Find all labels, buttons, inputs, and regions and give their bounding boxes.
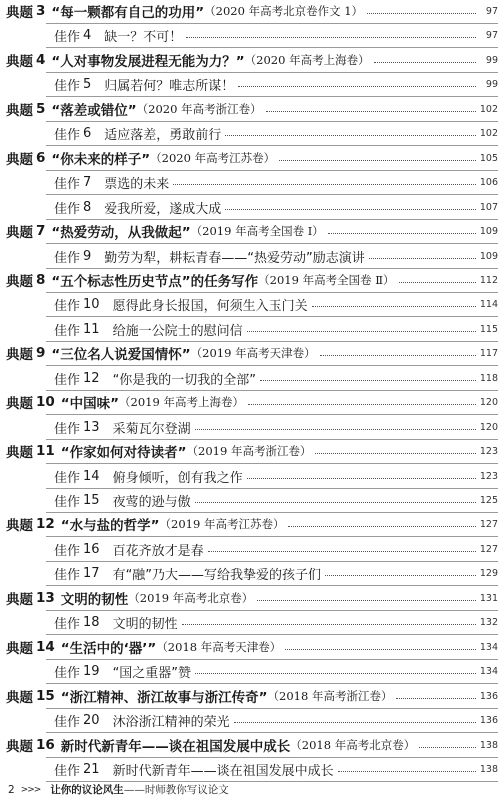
entry-page-number: 125 — [479, 494, 498, 506]
entry-page-number: 105 — [479, 152, 498, 164]
row-divider — [46, 414, 498, 415]
toc-entry-dianti[interactable] — [6, 147, 498, 169]
toc-entry-dianti[interactable] — [6, 685, 498, 707]
entry-number: 12 — [83, 370, 100, 386]
row-divider — [46, 47, 498, 48]
entry-title: “三位名人说爱国情怀” — [51, 347, 191, 363]
row-divider — [46, 316, 498, 317]
toc-entry-jiazuo[interactable] — [54, 538, 498, 560]
entry-number: 5 — [83, 76, 92, 92]
entry-page-number: 115 — [479, 323, 498, 335]
dot-leader — [369, 258, 476, 259]
dot-leader — [367, 13, 476, 14]
entry-kind: 佳作 — [54, 665, 81, 681]
entry-source: （2019 年高考全国卷 Ⅰ） — [190, 224, 324, 238]
entry-kind: 佳作 — [54, 543, 81, 559]
entry-title: 文明的韧性 — [60, 592, 129, 608]
entry-page-number: 138 — [479, 739, 498, 751]
entry-number: 5 — [36, 101, 46, 117]
toc-entry-dianti[interactable] — [6, 342, 498, 364]
dot-leader — [195, 673, 476, 674]
entry-source: （2019 年高考全国卷 Ⅱ） — [258, 273, 395, 287]
entry-page-number: 131 — [479, 592, 498, 604]
toc-entry-dianti[interactable] — [6, 0, 498, 22]
toc-entry-jiazuo[interactable] — [54, 171, 498, 193]
entry-title: “浙江精神、浙江故事与浙江传奇” — [60, 690, 268, 706]
dot-leader — [419, 747, 476, 748]
entry-number: 3 — [36, 3, 46, 19]
entry-number: 4 — [36, 52, 46, 68]
entry-page-number: 136 — [479, 690, 498, 702]
dot-leader — [225, 209, 476, 210]
toc-entry-jiazuo[interactable] — [54, 245, 498, 267]
entry-kind: 典题 — [6, 274, 33, 290]
row-divider — [46, 243, 498, 244]
toc-entry-dianti[interactable] — [6, 49, 498, 71]
entry-kind: 佳作 — [54, 372, 81, 388]
entry-title: 百花齐放才是春 — [112, 543, 204, 559]
dot-leader — [173, 184, 476, 185]
entry-kind: 典题 — [6, 54, 33, 70]
dot-leader — [195, 429, 476, 430]
entry-title: 勤劳为犁，耕耘青春——“热爱劳动”励志演讲 — [104, 250, 365, 266]
entry-kind: 典题 — [6, 518, 33, 534]
entry-title: “每一颗都有自己的功用” — [51, 5, 205, 21]
entry-title: “水与盐的哲学” — [60, 518, 160, 534]
entry-source: （2018 年高考天津卷） — [156, 640, 282, 654]
entry-kind: 佳作 — [54, 201, 81, 217]
entry-title: 采菊瓦尔登湖 — [112, 421, 191, 437]
row-divider — [46, 96, 498, 97]
entry-page-number: 138 — [479, 763, 498, 775]
row-divider — [46, 634, 498, 635]
dot-leader — [374, 62, 476, 63]
footer-page-number: 2 — [8, 783, 15, 796]
entry-kind: 佳作 — [54, 78, 81, 94]
dot-leader — [195, 502, 476, 503]
entry-kind: 佳作 — [54, 567, 81, 583]
entry-title: 适应落差，勇敢前行 — [104, 127, 222, 143]
entry-number: 7 — [83, 174, 92, 190]
entry-title: “人对事物发展进程无能为力？” — [51, 54, 245, 70]
entry-title: 沐浴浙江精神的荣光 — [112, 714, 230, 730]
entry-title: “你未来的样子” — [51, 152, 151, 168]
entry-page-number: 109 — [479, 225, 498, 237]
entry-kind: 佳作 — [54, 127, 81, 143]
entry-number: 15 — [83, 492, 100, 508]
dot-leader — [248, 404, 476, 405]
entry-number: 11 — [36, 443, 55, 459]
entry-kind: 佳作 — [54, 616, 81, 632]
entry-title: “国之重器”赞 — [112, 665, 192, 681]
dot-leader — [328, 233, 476, 234]
entry-number: 7 — [36, 223, 46, 239]
row-divider — [46, 194, 498, 195]
entry-source: （2019 年高考上海卷） — [119, 395, 244, 409]
entry-title: 文明的韧性 — [112, 616, 178, 632]
entry-number: 19 — [83, 663, 100, 679]
entry-kind: 佳作 — [54, 29, 81, 45]
entry-page-number: 123 — [479, 445, 498, 457]
entry-number: 18 — [83, 614, 100, 630]
entry-number: 10 — [83, 296, 100, 312]
dot-leader — [338, 771, 476, 772]
entry-kind: 典题 — [6, 445, 33, 461]
entry-kind: 典题 — [6, 347, 33, 363]
row-divider — [46, 732, 498, 733]
entry-number: 20 — [83, 712, 100, 728]
entry-page-number: 99 — [485, 54, 498, 66]
entry-number: 12 — [36, 516, 55, 532]
footer-chevrons: >>> — [20, 784, 41, 795]
entry-title: 新时代新青年——谈在祖国发展中成长 — [112, 763, 334, 779]
dot-leader — [182, 624, 476, 625]
toc-entry-dianti[interactable] — [6, 98, 498, 120]
entry-source: （2020 年高考上海卷） — [244, 53, 370, 67]
entry-kind: 典题 — [6, 739, 33, 755]
dot-leader — [320, 355, 476, 356]
dot-leader — [257, 600, 476, 601]
entry-page-number: 120 — [479, 396, 498, 408]
entry-page-number: 129 — [479, 567, 498, 579]
entry-number: 6 — [83, 125, 92, 141]
entry-number: 8 — [83, 199, 92, 215]
entry-kind: 典题 — [6, 641, 33, 657]
entry-number: 13 — [36, 590, 55, 606]
entry-title: “热爱劳动，从我做起” — [51, 225, 191, 241]
entry-kind: 佳作 — [54, 763, 81, 779]
dot-leader — [279, 160, 476, 161]
toc-entry-dianti[interactable] — [6, 220, 498, 242]
entry-title: 给施一公院士的慰问信 — [112, 323, 243, 339]
dot-leader — [225, 135, 476, 136]
entry-source: （2019 年高考江苏卷） — [159, 517, 285, 531]
entry-number: 17 — [83, 565, 100, 581]
entry-kind: 典题 — [6, 690, 33, 706]
dot-leader — [208, 551, 476, 552]
entry-number: 16 — [83, 541, 100, 557]
entry-page-number: 97 — [485, 5, 498, 17]
toc-entry-dianti[interactable] — [6, 587, 498, 609]
entry-number: 9 — [36, 345, 46, 361]
entry-title: 票选的未来 — [104, 176, 170, 192]
entry-page-number: 102 — [479, 127, 498, 139]
toc-entry-jiazuo[interactable] — [54, 611, 498, 633]
entry-title: 新时代新青年——谈在祖国发展中成长 — [60, 739, 291, 755]
entry-kind: 佳作 — [54, 176, 81, 192]
entry-kind: 典题 — [6, 225, 33, 241]
entry-source: （2020 年高考浙江卷） — [136, 102, 262, 116]
entry-kind: 佳作 — [54, 298, 81, 314]
dot-leader — [285, 649, 476, 650]
toc-entry-dianti[interactable] — [6, 734, 498, 756]
entry-page-number: 107 — [479, 201, 498, 213]
entry-page-number: 114 — [479, 298, 498, 310]
entry-kind: 佳作 — [54, 470, 81, 486]
toc-entry-jiazuo[interactable] — [54, 367, 498, 389]
entry-source: （2020 年高考北京卷作文 1） — [204, 4, 364, 18]
toc-entry-jiazuo[interactable] — [54, 562, 498, 584]
toc-entry-jiazuo[interactable] — [54, 293, 498, 315]
dot-leader — [399, 282, 476, 283]
entry-kind: 典题 — [6, 592, 33, 608]
entry-source: （2019 年高考北京卷） — [128, 591, 254, 605]
footer-book-title: 让你的议论风生 — [50, 784, 124, 796]
entry-source: （2018 年高考浙江卷） — [267, 689, 393, 703]
entry-number: 4 — [83, 27, 92, 43]
entry-kind: 佳作 — [54, 250, 81, 266]
entry-page-number: 106 — [479, 176, 498, 188]
entry-page-number: 102 — [479, 103, 498, 115]
entry-source: （2020 年高考江苏卷） — [150, 151, 276, 165]
toc-entry-dianti[interactable] — [6, 440, 498, 462]
entry-page-number: 127 — [479, 518, 498, 530]
entry-title: “五个标志性历史节点”的任务写作 — [51, 274, 259, 290]
dot-leader — [315, 453, 475, 454]
entry-page-number: 117 — [479, 347, 498, 359]
toc-entry-dianti[interactable] — [6, 391, 498, 413]
row-divider — [46, 463, 498, 464]
entry-title: “生活中的‘器’” — [60, 641, 157, 657]
entry-number: 9 — [83, 248, 92, 264]
entry-page-number: 134 — [479, 641, 498, 653]
toc-entry-jiazuo[interactable] — [54, 660, 498, 682]
entry-number: 10 — [36, 394, 55, 410]
toc-entry-jiazuo[interactable] — [54, 758, 498, 780]
entry-kind: 佳作 — [54, 323, 81, 339]
entry-source: （2019 年高考浙江卷） — [186, 444, 312, 458]
row-divider — [46, 683, 498, 684]
entry-number: 16 — [36, 737, 55, 753]
entry-number: 13 — [83, 419, 100, 435]
toc-entry-jiazuo[interactable] — [54, 709, 498, 731]
toc-entry-jiazuo[interactable] — [54, 465, 498, 487]
dot-leader — [266, 111, 476, 112]
entry-kind: 典题 — [6, 396, 33, 412]
entry-kind: 佳作 — [54, 421, 81, 437]
entry-title: 俯身倾听，创有我之作 — [112, 470, 243, 486]
entry-page-number: 127 — [479, 543, 498, 555]
entry-number: 15 — [36, 688, 55, 704]
entry-number: 6 — [36, 150, 46, 166]
entry-page-number: 136 — [479, 714, 498, 726]
entry-page-number: 132 — [479, 616, 498, 628]
toc-entry-jiazuo[interactable] — [54, 24, 498, 46]
entry-page-number: 120 — [479, 421, 498, 433]
entry-source: （2018 年高考北京卷） — [290, 738, 416, 752]
entry-title: 夜莺的逊与傲 — [112, 494, 191, 510]
entry-page-number: 134 — [479, 665, 498, 677]
entry-page-number: 123 — [479, 470, 498, 482]
entry-page-number: 118 — [479, 372, 498, 384]
row-divider — [46, 365, 498, 366]
toc-entry-dianti[interactable] — [6, 636, 498, 658]
dot-leader — [234, 722, 476, 723]
entry-kind: 佳作 — [54, 494, 81, 510]
entry-title: 缺一？不可！ — [104, 29, 183, 45]
dot-leader — [260, 380, 476, 381]
toc-entry-dianti[interactable] — [6, 269, 498, 291]
entry-title: 有“融”乃大——写给我挚爱的孩子们 — [112, 567, 322, 583]
toc-entry-jiazuo[interactable] — [54, 489, 498, 511]
entry-title: “中国味” — [60, 396, 120, 412]
dot-leader — [247, 331, 476, 332]
entry-number: 21 — [83, 761, 100, 777]
page-footer — [8, 782, 229, 797]
entry-number: 8 — [36, 272, 46, 288]
entry-title: “落差或错位” — [51, 103, 137, 119]
entry-title: “你是我的一切我的全部” — [112, 372, 257, 388]
row-divider — [46, 145, 498, 146]
entry-kind: 典题 — [6, 5, 33, 21]
entry-title: 愿得此身长报国，何须生入玉门关 — [112, 298, 308, 314]
entry-number: 14 — [36, 639, 55, 655]
toc-entry-jiazuo[interactable] — [54, 416, 498, 438]
entry-kind: 佳作 — [54, 714, 81, 730]
row-divider — [46, 536, 498, 537]
row-divider — [46, 585, 498, 586]
entry-page-number: 97 — [485, 29, 498, 41]
entry-source: （2019 年高考天津卷） — [190, 346, 316, 360]
entry-title: 爱我所爱，遂成大成 — [104, 201, 222, 217]
dot-leader — [238, 86, 476, 87]
entry-title: “作家如何对待读者” — [60, 445, 187, 461]
dot-leader — [186, 37, 476, 38]
entry-number: 14 — [83, 468, 100, 484]
footer-subtitle: ——时师教你写议论文 — [123, 784, 229, 796]
toc-entry-jiazuo[interactable] — [54, 73, 498, 95]
toc-entry-dianti[interactable] — [6, 513, 498, 535]
entry-page-number: 99 — [485, 78, 498, 90]
dot-leader — [247, 478, 476, 479]
toc-entry-jiazuo[interactable] — [54, 122, 498, 144]
toc-entry-jiazuo[interactable] — [54, 318, 498, 340]
entry-kind: 典题 — [6, 152, 33, 168]
dot-leader — [288, 526, 475, 527]
dot-leader — [312, 306, 476, 307]
dot-leader — [396, 698, 475, 699]
entry-title: 归属若何？唯志所谋！ — [104, 78, 235, 94]
entry-page-number: 109 — [479, 250, 498, 262]
toc-entry-jiazuo[interactable] — [54, 196, 498, 218]
entry-page-number: 112 — [479, 274, 498, 286]
entry-kind: 典题 — [6, 103, 33, 119]
entry-number: 11 — [83, 321, 100, 337]
dot-leader — [325, 575, 476, 576]
